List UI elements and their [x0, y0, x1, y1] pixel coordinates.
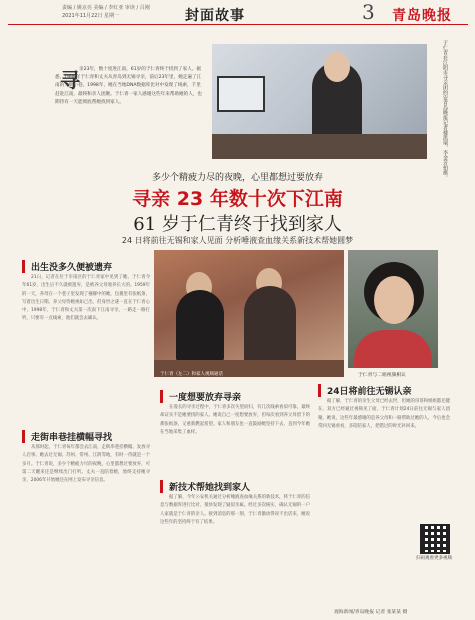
- photo-body: [354, 330, 432, 368]
- main-photo-caption: 于仁青在江阴市寻亲团的安青岛晚报记者楼凯瑞，李金芳拍摄。: [442, 40, 448, 180]
- headline-main: 寻亲 23 年数十次下江南: [132, 188, 343, 210]
- section-body-1: 21日，记者在位于市南区的于仁青家中见到了她。于仁青今年61岁，出生后不久就被遗弃，是被养父母收养长大的。1959年的一天，养母在一个巷子里发现了襁褓中的她，包裹里有张纸条，写着出生日期。养父母待她视如己出，但身世之谜一直在于仁青心中，1998年，于仁青和丈夫第一次南下江南寻亲，一路走一路打听，只要有一点线索，他们就会去确认。: [22, 275, 150, 322]
- section-body-2: 从那时起，于仁青每年都会去江南，走街串巷挂横幅、发放寻人启事。她去过无锡、苏州、常州、江阴等地，有时一待就是一个多月。于仁青说，多少个精疲力尽的夜晚，心里都想过要放弃，可第二天醒来还是继续出门打听。丈夫一直陪着她，始终支持她寻亲，2006年开始她还在网上发布寻亲信息。: [22, 445, 150, 484]
- newspaper-logo: 青岛晚报: [392, 8, 452, 24]
- photo-screen: [217, 76, 265, 112]
- family-photo: [154, 250, 344, 377]
- intro-paragraph: 亲23年，数十度进江南，61岁的于仁青终于找到了家人。据悉，1998年于仁青和丈夫从青岛到无锡寻亲，前后23年里，她走遍了江南的大街小巷。1998年，她在当地DNA数据库比对中发现了线索，千里赶赴江南，最终和亲人团聚。于仁青一家人感谢这些年来帮助她的人，也期待有一天能彻底帮她找到家人。: [55, 67, 203, 105]
- headline-secondary: 61 岁于仁青终于找到家人: [133, 214, 342, 235]
- qr-label: 扫码观看更多视频: [416, 556, 452, 561]
- qr-code[interactable]: [420, 524, 450, 554]
- section-title-4: 新技术帮她找到家人: [160, 480, 250, 493]
- section-title-1: 出生没多久便被遗弃: [22, 260, 112, 273]
- section-title: 封面故事: [185, 8, 245, 24]
- section-title-3: 一度想要放弃寻亲: [160, 390, 241, 403]
- sister-photo: [348, 250, 438, 368]
- kicker-line: 多少个精疲力尽的夜晚，心里都想过要放弃: [151, 173, 323, 183]
- photo-desk: [212, 134, 427, 159]
- section-body-3: 在漫长的寻亲过程中，于仁青多次失望而归，有几次线索看似可靠，最终却证实不是她要找的家人。她说自己一度想要放弃，但每次看到养父母留下的那张纸条，又重新燃起希望。家人和朋友也一直鼓励她坚持下去，直到今年她在当地采集了血样。: [160, 405, 310, 435]
- section-title-5: 24日将前往无锡认亲: [318, 384, 412, 397]
- sister-photo-caption: 于仁青与二姐视频相认: [358, 373, 406, 378]
- main-photo: [212, 44, 427, 159]
- photo-face: [374, 276, 414, 324]
- footer-credit: 观海新闻/青岛晚报 记者 张某某 摄: [334, 610, 408, 615]
- photo-person: [176, 290, 224, 362]
- family-photo-caption: 于仁青（左二）和家人视频通话: [160, 372, 223, 377]
- header-divider: [8, 24, 468, 25]
- photo-person: [244, 286, 296, 366]
- page-header: [0, 0, 475, 26]
- page-number: 3: [362, 0, 375, 24]
- section-body-4: 据了解，今年公安机关通过分析唾液查血缘关系的新技术，将于仁青的信息与数据库进行比对，很快发现了疑似亲属。经过多次核实，确认无锡的一户人家就是于仁青的亲人。接到消息的那一刻，于仁青激动得说不出话来，她说这些年的坚持终于有了结果。: [160, 495, 310, 525]
- section-title-2: 走街串巷挂横幅寻找: [22, 430, 112, 443]
- section-body-5: 据了解，于仁青的亲生父母已经去世，但她的哥哥和姐姐都还健在。双方已经通过视频见了面，于仁青计划24日前往无锡与家人团聚。她说，这些年最感谢的是养父母和一路帮助过她的人，今后也会常回无锡看看，多陪陪家人，把错过的时光补回来。: [318, 399, 450, 429]
- intro-dropcap: 寻: [60, 68, 80, 92]
- subheadline: 24 日将前往无锡和家人见面 分析唾液查血缘关系新技术帮她圆梦: [121, 236, 354, 245]
- photo-face: [324, 52, 350, 82]
- issue-date: 2021年11月22日 星期一: [62, 13, 120, 19]
- editor-credits: 责编 / 姚京亮 美编 / 李红亚 审读 / 吕刚: [62, 5, 150, 11]
